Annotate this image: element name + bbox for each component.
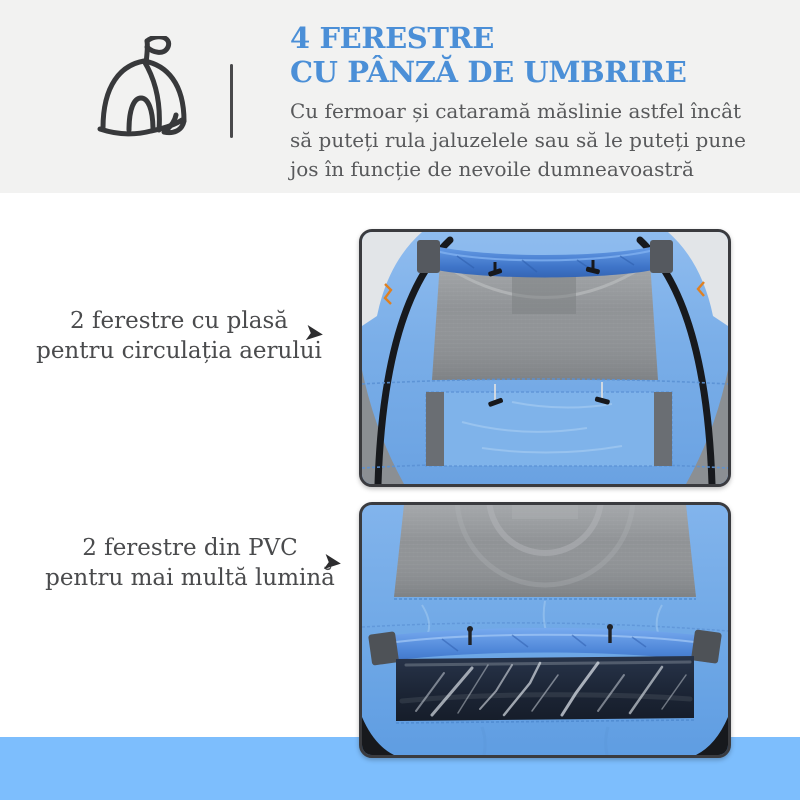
description-line: Cu fermoar și cataramă măslinie astfel încât [290,99,742,123]
arrow-right-icon: ➤ [302,317,326,349]
description-line: jos în funcție de nevoile dumneavoastră [290,157,694,181]
feature-caption-pvc [36,533,344,593]
title-line-1: 4 FERESTRE [290,21,494,55]
caption-line: 2 ferestre din PVC [82,535,298,561]
page-title [290,21,760,89]
description-line: să puteți rula jaluzelele sau să le puteți pune [290,128,746,152]
tent-icon [94,36,194,144]
caption-line: pentru mai multă lumină [45,565,335,591]
arrow-right-icon: ➤ [320,546,344,578]
feature-caption-mesh [28,306,330,366]
title-line-2: CU PÂNZĂ DE UMBRIRE [290,55,687,89]
header-divider [230,64,233,138]
header [0,0,800,193]
page-description [290,97,760,184]
caption-line: pentru circulația aerului [36,338,322,364]
tent-pvc-window-photo [359,502,731,758]
caption-line: 2 ferestre cu plasă [70,308,288,334]
header-text [290,21,760,184]
tent-mesh-window-photo [359,229,731,487]
